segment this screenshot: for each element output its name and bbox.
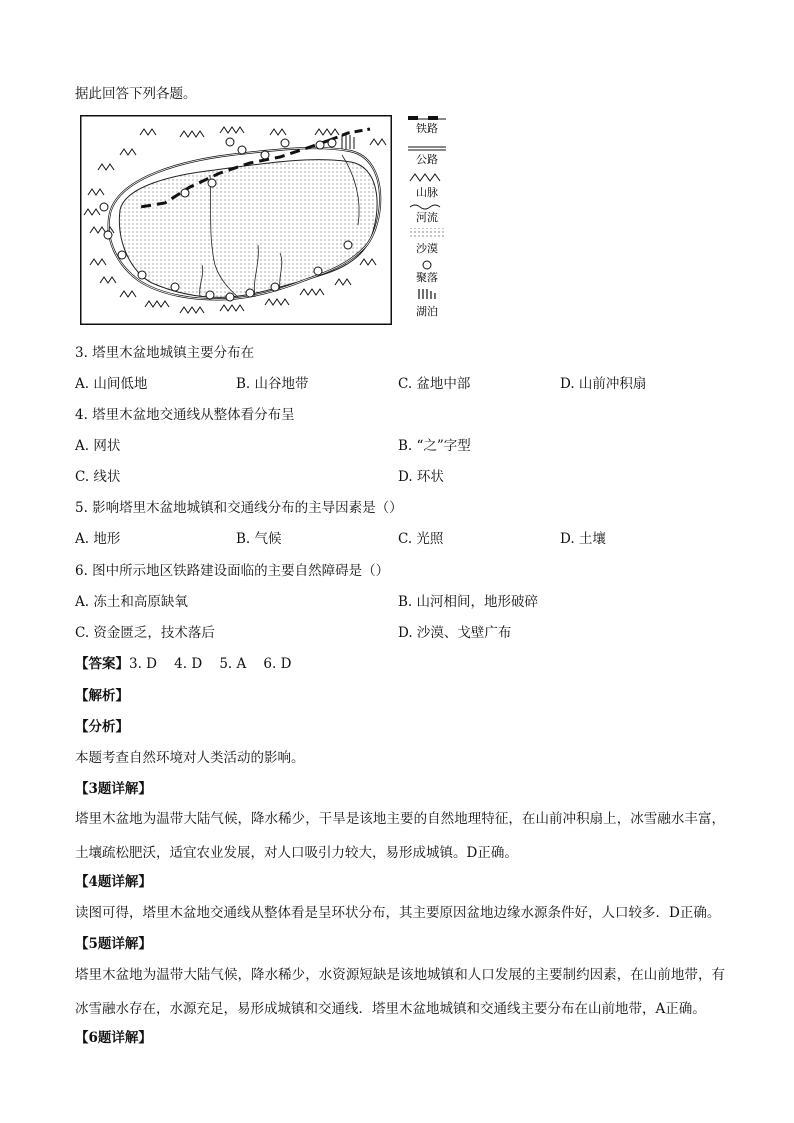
- q6-option-d: D. 沙漠、戈壁广布: [398, 625, 512, 641]
- legend-settlement-symbol: [423, 261, 431, 269]
- question-6-stem: 6. 图中所示地区铁路建设面临的主要自然障碍是（）: [75, 563, 390, 579]
- legend-lake-label: 湖泊: [416, 305, 438, 318]
- q6-option-b: B. 山河相间，地形破碎: [398, 594, 539, 610]
- detail-6-label: 【6题详解】: [75, 1030, 152, 1046]
- q6-option-a: A. 冻土和高原缺氧: [75, 594, 188, 610]
- legend-mountain-symbol: [410, 174, 440, 181]
- detail-3-label: 【3题详解】: [75, 781, 152, 797]
- detail-5-label: 【5题详解】: [75, 936, 152, 952]
- legend-road-label: 公路: [416, 153, 438, 166]
- q4-option-b: B. “之”字型: [398, 438, 471, 454]
- q3-option-c: C. 盆地中部: [398, 376, 471, 392]
- intro-text: 据此回答下列各题。: [75, 86, 197, 102]
- legend-road-symbol: [408, 147, 446, 150]
- answer-text: 3. D 4. D 5. A 6. D: [129, 656, 292, 672]
- question-4-stem: 4. 塔里木盆地交通线从整体看分布呈: [75, 407, 295, 423]
- q5-option-b: B. 气候: [236, 531, 282, 547]
- q3-option-a: A. 山间低地: [75, 376, 148, 392]
- fenxi-label: 【分析】: [75, 719, 129, 735]
- detail-4-text: 读图可得，塔里木盆地交通线从整体看是呈环状分布，其主要原因盆地边缘水源条件好，人口较多．D正确。: [75, 905, 721, 921]
- q4-option-a: A. 网状: [75, 438, 121, 454]
- question-5-stem: 5. 影响塔里木盆地城镇和交通线分布的主导因素是（）: [75, 500, 403, 516]
- answer-label: 【答案】: [75, 656, 129, 672]
- legend-settlement-label: 聚落: [416, 271, 438, 284]
- legend-lake-symbol: [419, 289, 435, 299]
- q5-option-a: A. 地形: [75, 531, 121, 547]
- q6-option-c: C. 资金匮乏，技术落后: [75, 625, 215, 641]
- legend-railway-symbol: [408, 116, 446, 120]
- answer-line: [75, 654, 291, 674]
- tarim-basin-map: [80, 115, 392, 325]
- q5-option-c: C. 光照: [398, 531, 444, 547]
- q4-option-c: C. 线状: [75, 469, 121, 485]
- legend-river-label: 河流: [416, 211, 438, 224]
- q4-option-d: D. 环状: [398, 469, 444, 485]
- legend-mountain-label: 山脉: [416, 186, 438, 199]
- question-3-stem: 3. 塔里木盆地城镇主要分布在: [75, 345, 255, 361]
- analysis-label: 【解析】: [75, 688, 129, 704]
- detail-5-text: 塔里木盆地为温带大陆气候，降水稀少，水资源短缺是该地城镇和人口发展的主要制约因素，在山前地带，有冰雪融水存在，水源充足，易形成城镇和交通线．塔里木盆地城镇和交通线主要分布在山前地带，A正确。: [75, 967, 725, 1017]
- fenxi-text: 本题考查自然环境对人类活动的影响。: [75, 750, 305, 766]
- detail-4-label: 【4题详解】: [75, 874, 152, 890]
- legend-desert-symbol: [410, 228, 444, 237]
- legend-river-symbol: [410, 205, 440, 209]
- q5-option-d: D. 土壤: [560, 531, 606, 547]
- q3-option-d: D. 山前冲积扇: [560, 376, 647, 392]
- detail-3-text: 塔里木盆地为温带大陆气候，降水稀少，干旱是该地主要的自然地理特征，在山前冲积扇上，冰雪融水丰富，土壤疏松肥沃，适宜农业发展，对人口吸引力较大，易形成城镇。D正确。: [75, 811, 725, 861]
- legend-desert-label: 沙漠: [416, 242, 438, 255]
- map-legend: [402, 115, 452, 325]
- q3-option-b: B. 山谷地带: [236, 376, 309, 392]
- legend-railway-label: 铁路: [416, 122, 438, 135]
